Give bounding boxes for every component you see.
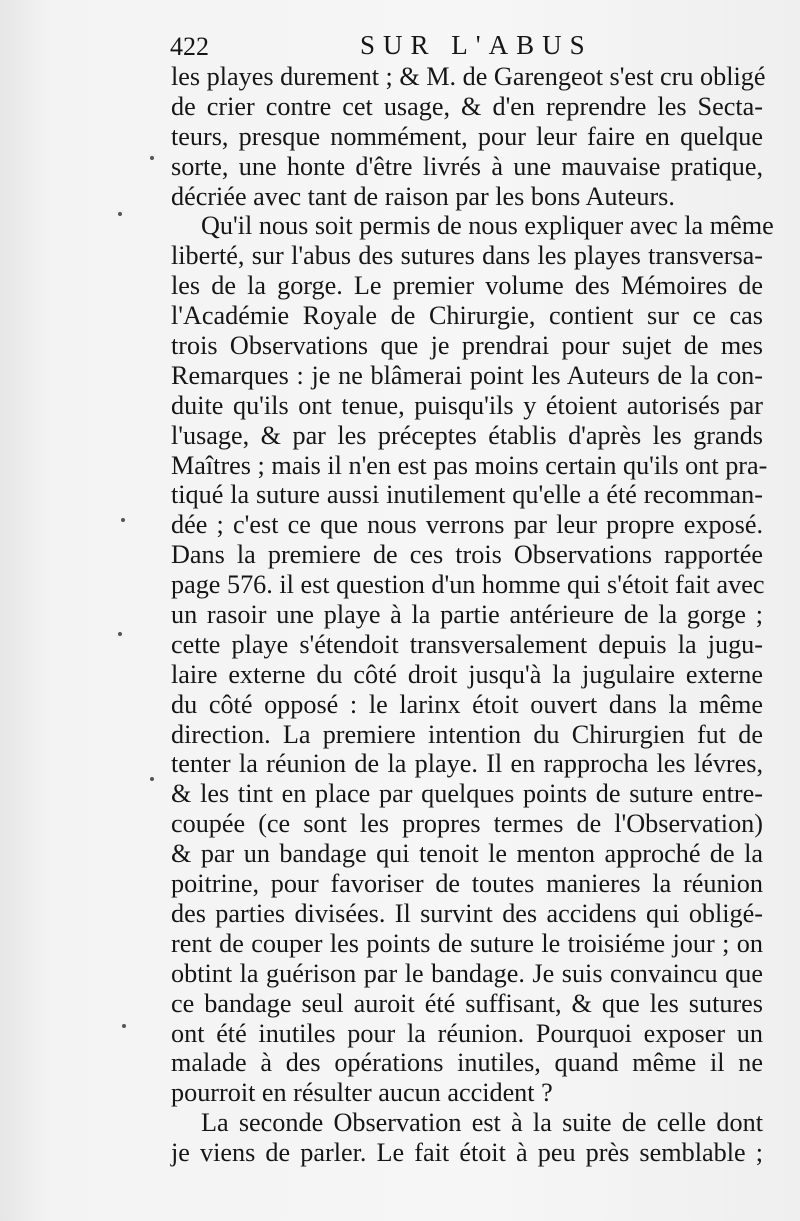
ink-speck: [121, 518, 125, 522]
text-line: l'usage, & par les préceptes établis d'après les grands: [171, 420, 763, 450]
text-line: laire externe du côté droit jusqu'à la jugulaire externe: [171, 659, 763, 689]
ink-speck: [118, 212, 122, 216]
text-line: liberté, sur l'abus des sutures dans les playes transversa-: [171, 241, 763, 271]
text-line: poitrine, pour favoriser de toutes manieres la réunion: [171, 869, 763, 899]
text-line: pourroit en résulter aucun accident ?: [171, 1078, 553, 1108]
text-line: dée ; c'est ce que nous verrons par leur propre exposé.: [171, 510, 763, 540]
text-line: cette playe s'étendoit transversalement depuis la jugu-: [171, 629, 763, 659]
text-line: rent de couper les points de suture le troisiéme jour ; on: [171, 928, 763, 958]
text-line: des parties divisées. Il survint des accidens qui obligé-: [171, 898, 763, 928]
ink-speck: [150, 777, 154, 781]
ink-speck: [122, 1024, 126, 1028]
body-text: [171, 62, 774, 1168]
text-line: & les tint en place par quelques points de suture entre-: [171, 779, 763, 809]
text-line: malade à des opérations inutiles, quand même il ne: [171, 1048, 763, 1078]
text-line: sorte, une honte d'être livrés à une mauvaise pratique,: [171, 151, 763, 181]
ink-speck: [118, 632, 122, 636]
paragraph-start: La seconde Observation est à la suite de celle dont: [201, 1108, 763, 1138]
text-line: coupée (ce sont les propres termes de l'Observation): [171, 809, 763, 839]
text-line: les playes durement ; & M. de Garengeot s'est cru obligé: [171, 62, 766, 91]
text-line: décriée avec tant de raison par les bons Auteurs.: [171, 181, 675, 211]
text-line: ce bandage seul auroit été suffisant, & que les sutures: [171, 988, 763, 1018]
text-line: de crier contre cet usage, & d'en reprendre les Secta-: [171, 91, 763, 121]
text-line: Dans la premiere de ces trois Observations rapportée: [171, 540, 763, 570]
text-line: & par un bandage qui tenoit le menton approché de la: [171, 839, 763, 869]
text-line: les de la gorge. Le premier volume des Mémoires de: [171, 271, 763, 301]
text-line: tenter la réunion de la playe. Il en rapprocha les lévres,: [171, 749, 763, 779]
text-line: teurs, presque nommément, pour leur faire en quelque: [171, 121, 763, 151]
text-line: ont été inutiles pour la réunion. Pourquoi exposer un: [171, 1018, 763, 1048]
text-line: Maîtres ; mais il n'en est pas moins certain qu'ils ont pra-: [171, 450, 768, 480]
text-line: Remarques : je ne blâmerai point les Auteurs de la con-: [171, 360, 763, 390]
ink-speck: [150, 156, 154, 160]
text-line: un rasoir une playe à la partie antérieure de la gorge ;: [171, 600, 763, 630]
running-head: SUR L'ABUS: [360, 30, 593, 60]
text-line: l'Académie Royale de Chirurgie, contient sur ce cas: [171, 301, 763, 331]
text-line: je viens de parler. Le fait étoit à peu près semblable ;: [171, 1138, 763, 1168]
text-line: duite qu'ils ont tenue, puisqu'ils y étoient autorisés par: [171, 390, 763, 420]
text-line: page 576. il est question d'un homme qui s'étoit fait avec: [171, 570, 765, 600]
page-number: 422: [170, 32, 209, 61]
paragraph-start: Qu'il nous soit permis de nous expliquer avec la même: [201, 211, 774, 241]
text-line: direction. La premiere intention du Chirurgien fut de: [171, 719, 763, 749]
page-header: [170, 28, 770, 64]
text-line: tiqué la suture aussi inutilement qu'elle a été recomman-: [171, 480, 763, 510]
text-line: du côté opposé : le larinx étoit ouvert dans la même: [171, 689, 763, 719]
text-line: obtint la guérison par le bandage. Je suis convaincu que: [171, 958, 763, 988]
text-line: trois Observations que je prendrai pour sujet de mes: [171, 331, 763, 361]
